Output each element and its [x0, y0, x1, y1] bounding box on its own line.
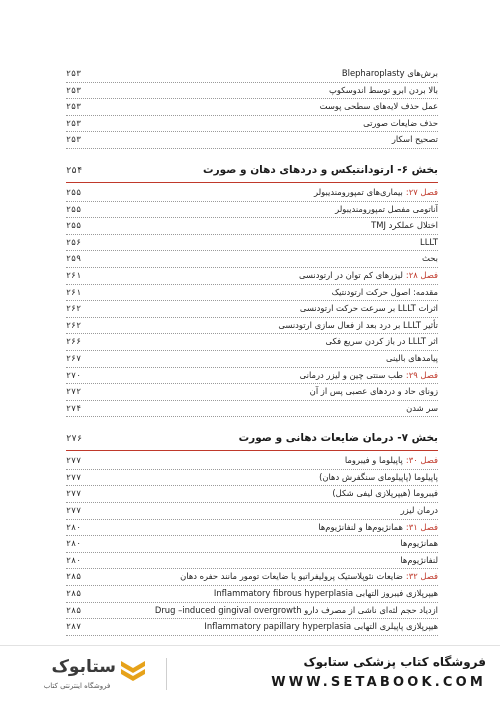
entry-title: لیزرهای کم توان در ارتودنسی: [298, 269, 403, 280]
toc-entry[interactable]: [66, 218, 438, 235]
entry-title: آناتومی مفصل تمپورومندیبولر: [335, 203, 438, 214]
entry-title: هیپرپلازی فیبروز التهابی Inflammatory fibrous hyperplasia: [213, 588, 438, 599]
footer-banner: [0, 645, 500, 701]
entry-page-number: ۲۵۳: [66, 134, 82, 145]
entry-page-number: ۲۵۹: [66, 253, 82, 264]
chapter-label: فصل ۳۱:: [405, 521, 438, 532]
chapter-label: فصل ۲۸:: [405, 269, 438, 280]
toc-entry[interactable]: [66, 99, 438, 116]
entry-page-number: ۲۷۷: [66, 505, 82, 516]
section-page-number: ۲۵۴: [66, 165, 83, 176]
table-of-contents: [66, 66, 438, 636]
toc-entry[interactable]: [66, 66, 438, 83]
entry-title-wrap: [316, 99, 438, 115]
toc-section-heading[interactable]: [66, 160, 438, 183]
toc-entry[interactable]: [66, 251, 438, 268]
toc-entry[interactable]: [66, 536, 438, 553]
entry-title: بحث: [422, 253, 438, 264]
toc-entry[interactable]: [66, 116, 438, 133]
entry-page-number: ۲۸۰: [66, 554, 82, 565]
entry-page-number: ۲۸۰: [66, 521, 82, 532]
toc-entry[interactable]: [66, 334, 438, 351]
entry-title-wrap: [382, 351, 438, 367]
entry-title-wrap: [418, 251, 438, 267]
entry-title: تصحیح اسکار: [391, 134, 438, 145]
entry-page-number: ۲۸۰: [66, 538, 82, 549]
entry-title: همانژیوم‌ها و لنفانژیوم‌ها: [318, 521, 403, 532]
entry-title: لنفانژیوم‌ها: [400, 554, 438, 565]
entry-title: بالا بردن ابرو توسط اندوسکوپ: [328, 84, 438, 95]
entry-title-wrap: [310, 185, 438, 201]
entry-page-number: ۲۷۴: [66, 402, 82, 413]
entry-title-wrap: [314, 520, 438, 536]
toc-entry[interactable]: [66, 470, 438, 487]
entry-page-number: ۲۵۶: [66, 236, 82, 247]
brand-subtitle: فروشگاه اینترنتی کتاب: [43, 682, 111, 690]
toc-entry[interactable]: [66, 351, 438, 368]
toc-chapter-entry[interactable]: [66, 185, 438, 202]
toc-chapter-entry[interactable]: [66, 569, 438, 586]
entry-title-wrap: [322, 334, 438, 350]
entry-page-number: ۲۸۵: [66, 588, 82, 599]
store-info: [186, 655, 486, 690]
entry-title-wrap: [151, 603, 438, 619]
toc-section-heading[interactable]: [66, 428, 438, 451]
entry-title-wrap: [306, 384, 438, 400]
entry-page-number: ۲۵۵: [66, 186, 82, 197]
entry-title: LLLT: [420, 236, 438, 247]
toc-entry[interactable]: [66, 235, 438, 252]
toc-entry[interactable]: [66, 503, 438, 520]
entry-page-number: ۲۶۲: [66, 303, 82, 314]
entry-title-wrap: [210, 586, 438, 602]
entry-page-number: ۲۵۳: [66, 84, 82, 95]
entry-page-number: ۲۸۵: [66, 571, 82, 582]
entry-title: پاپیلوما و فیبروما: [344, 455, 403, 466]
entry-title: زونای حاد و دردهای عصبی پس از آن: [309, 386, 438, 397]
brand-name: ستابوک: [51, 657, 116, 677]
section-title: بخش ۷- درمان ضایعات دهانی و صورت: [238, 432, 438, 445]
toc-entry[interactable]: [66, 486, 438, 503]
entry-page-number: ۲۶۲: [66, 319, 82, 330]
toc-entry[interactable]: [66, 318, 438, 335]
entry-title: اثر LLLT در باز کردن سریع فکی: [325, 336, 438, 347]
chapter-label: فصل ۳۲:: [405, 571, 438, 582]
entry-title: طب سنتی چین و لیزر درمانی: [299, 369, 403, 380]
toc-entry[interactable]: [66, 401, 438, 418]
entry-title-wrap: [402, 401, 438, 417]
chapter-label: فصل ۲۷:: [405, 186, 438, 197]
toc-entry[interactable]: [66, 384, 438, 401]
entry-title-wrap: [296, 301, 438, 317]
toc-chapter-entry[interactable]: [66, 453, 438, 470]
entry-page-number: ۲۵۵: [66, 203, 82, 214]
toc-chapter-entry[interactable]: [66, 268, 438, 285]
entry-title: سر شدن: [406, 402, 438, 413]
entry-title-wrap: [397, 503, 438, 519]
entry-title-wrap: [341, 453, 438, 469]
toc-entry[interactable]: [66, 202, 438, 219]
entry-title-wrap: [359, 116, 438, 132]
footer-divider: [166, 658, 167, 690]
entry-page-number: ۲۷۰: [66, 369, 82, 380]
entry-page-number: ۲۵۵: [66, 220, 82, 231]
entry-title-wrap: [200, 619, 438, 635]
entry-title: مقدمه: اصول حرکت ارتودنتیک: [331, 286, 438, 297]
entry-page-number: ۲۶۱: [66, 269, 82, 280]
toc-entry[interactable]: [66, 619, 438, 636]
entry-title-wrap: [274, 318, 438, 334]
entry-title-wrap: [388, 132, 438, 148]
entry-title: درمان لیزر: [400, 505, 438, 516]
store-url-link[interactable]: WWW.SETABOOK.COM: [271, 675, 486, 690]
entry-title-wrap: [176, 569, 438, 585]
toc-chapter-entry[interactable]: [66, 368, 438, 385]
toc-entry[interactable]: [66, 301, 438, 318]
entry-title-wrap: [338, 66, 438, 82]
entry-title: تأثیر LLLT بر درد بعد از فعال سازی ارتودنسی: [278, 319, 438, 330]
entry-page-number: ۲۵۳: [66, 101, 82, 112]
section-title: بخش ۶- ارتودانتیکس و دردهای دهان و صورت: [203, 163, 438, 176]
entry-page-number: ۲۸۵: [66, 604, 82, 615]
brand-logo[interactable]: [12, 655, 152, 695]
entry-page-number: ۲۷۷: [66, 455, 82, 466]
chapter-label: فصل ۲۹:: [405, 369, 438, 380]
entry-page-number: ۲۶۷: [66, 352, 82, 363]
toc-chapter-entry[interactable]: [66, 520, 438, 537]
entry-title: همانژیوم‌ها: [400, 538, 438, 549]
entry-title-wrap: [296, 368, 438, 384]
entry-title-wrap: [396, 553, 438, 569]
entry-page-number: ۲۵۳: [66, 117, 82, 128]
store-title: فروشگاه کتاب پزشکی ستابوک: [303, 655, 486, 669]
entry-title: بیماری‌های تمپورومندیبولر: [313, 186, 403, 197]
entry-title-wrap: [295, 268, 438, 284]
entry-title: حذف ضایعات صورتی: [363, 117, 438, 128]
entry-title: برش‌های Blepharoplasty: [341, 68, 438, 78]
entry-title-wrap: [328, 486, 438, 502]
toc-entry[interactable]: [66, 603, 438, 620]
entry-page-number: ۲۵۳: [66, 68, 82, 78]
entry-title-wrap: [325, 83, 438, 99]
toc-entry[interactable]: [66, 132, 438, 149]
toc-entry[interactable]: [66, 285, 438, 302]
entry-title: عمل حذف لایه‌های سطحی پوست: [319, 101, 438, 112]
toc-entry[interactable]: [66, 83, 438, 100]
entry-title-wrap: [328, 285, 438, 301]
entry-page-number: ۲۸۷: [66, 621, 82, 632]
entry-title: ضایعات نئوپلاستیک پرولیفراتیو یا ضایعات تومور مانند حفره دهان: [180, 571, 403, 582]
toc-entry[interactable]: [66, 586, 438, 603]
entry-title: فیبروما (هیپرپلازی لیفی شکل): [332, 488, 438, 499]
entry-title: ازدیاد حجم لثه‌ای ناشی از مصرف دارو Drug –induced gingival overgrowth: [154, 604, 438, 615]
entry-title-wrap: [367, 218, 438, 234]
entry-title-wrap: [416, 235, 438, 251]
entry-title-wrap: [331, 202, 438, 218]
entry-title: هیپرپلازی پاپیلری التهابی Inflammatory papillary hyperplasia: [204, 621, 438, 632]
entry-page-number: ۲۷۷: [66, 471, 82, 482]
entry-page-number: ۲۷۲: [66, 386, 82, 397]
entry-title-wrap: [396, 536, 438, 552]
book-logo-icon: [120, 659, 146, 683]
entry-page-number: ۲۶۱: [66, 286, 82, 297]
entry-title: اختلال عملکرد TMJ: [371, 220, 438, 231]
entry-title-wrap: [315, 470, 438, 486]
entry-title: پیامدهای بالینی: [386, 352, 438, 363]
entry-title: پاپیلوما (پاپیلومای سنگفرش دهان): [319, 471, 438, 482]
entry-page-number: ۲۶۶: [66, 336, 82, 347]
entry-title: اثرات LLLT بر سرعت حرکت ارتودنسی: [299, 303, 438, 314]
section-page-number: ۲۷۶: [66, 434, 83, 445]
toc-entry[interactable]: [66, 553, 438, 570]
entry-page-number: ۲۷۷: [66, 488, 82, 499]
chapter-label: فصل ۳۰:: [405, 455, 438, 466]
